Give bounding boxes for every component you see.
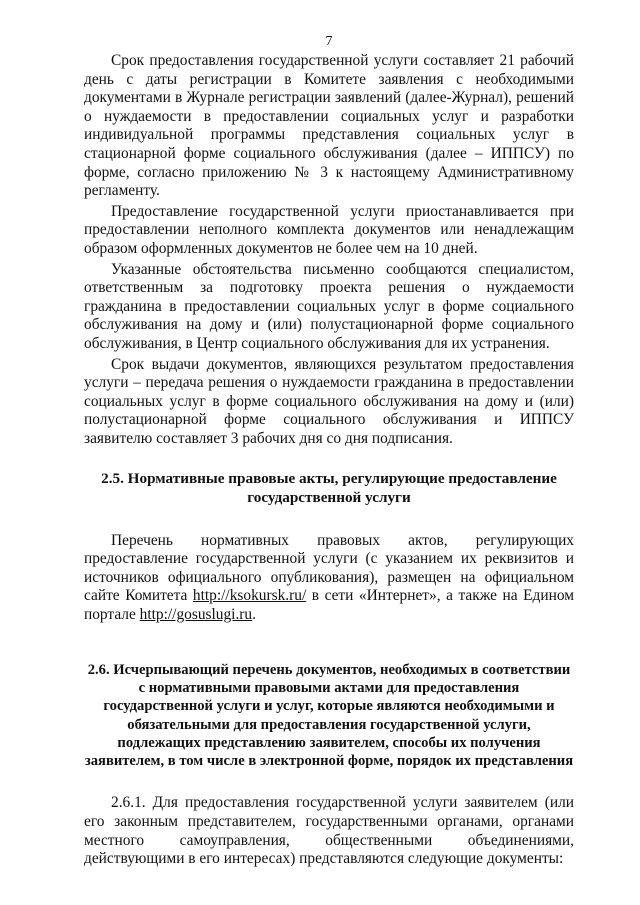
paragraph-issue-term: Срок выдачи документов, являющихся результатом предоставления услуги – передача решения о нуждаемости гражданина в предоставлении социальных услуг в форме социального обслуживания на дому и (или) полустационарной форме социального обслуживания и ИППСУ заявителю составляет 3 рабочих дня со дня подписания. [84, 355, 574, 447]
section-heading-2-5: 2.5. Нормативные правовые акты, регулирующие предоставление государственной услуги [101, 470, 557, 507]
section-heading-2-6: 2.6. Исчерпывающий перечень документов, необходимых в соответствии с нормативными правовыми актами для предоставления государственной услуги и услуг, которые являются необходимыми и обязательными для предоставления государственной услуги, подлежащих представлению заявителем, способы их получения заявителем, в том числе в электронной форме, порядок их представления [84, 661, 574, 770]
paragraph-legal-acts [84, 532, 574, 625]
legal-acts-text-end: . [252, 606, 256, 624]
page-number: 7 [325, 34, 333, 49]
paragraph-2-6-1: 2.6.1. Для предоставления государственной услуги заявителем (или его законным представителем, государственными органами, органами местного самоуправления, общественными объединениями, действующими в его интересах) представляются следующие документы: [84, 794, 574, 868]
legal-acts-text-middle: в сети «Интернет», а также на Едином портале [84, 587, 574, 624]
paragraph-service-term: Срок предоставления государственной услуги составляет 21 рабочий день с даты регистрации в Комитете заявления с необходимыми документами в Журнале регистрации заявлений (далее-Журнал), решений о нуждаемости в предоставлении социальных услуг и разработки индивидуальной программы представления социальных услуг в стационарной форме социального обслуживания (далее – ИППСУ) по форме, согласно приложению № 3 к настоящему Административному регламенту. [84, 52, 574, 200]
legal-acts-text: Перечень нормативных правовых актов, регулирующих предоставление государственной услуги (с указанием их реквизитов и источников официального опубликования), размещен на официальном сайте Комитета [84, 531, 574, 605]
paragraph-circumstances: Указанные обстоятельства письменно сообщаются специалистом, ответственным за подготовку проекта решения о нуждаемости гражданина в предоставлении социальных услуг в форме социального обслуживания на дому и (или) полустационарной форме социального обслуживания, в Центр социального обслуживания для их устранения. [84, 260, 574, 352]
document-page [84, 34, 574, 869]
ksokursk-link[interactable]: http://ksokursk.ru/ [192, 587, 307, 605]
gosuslugi-link[interactable]: http://gosuslugi.ru [139, 606, 253, 624]
paragraph-suspension: Предоставление государственной услуги приостанавливается при предоставлении неполного комплекта документов или ненадлежащим образом оформленных документов не более чем на 10 дней. [84, 202, 574, 257]
